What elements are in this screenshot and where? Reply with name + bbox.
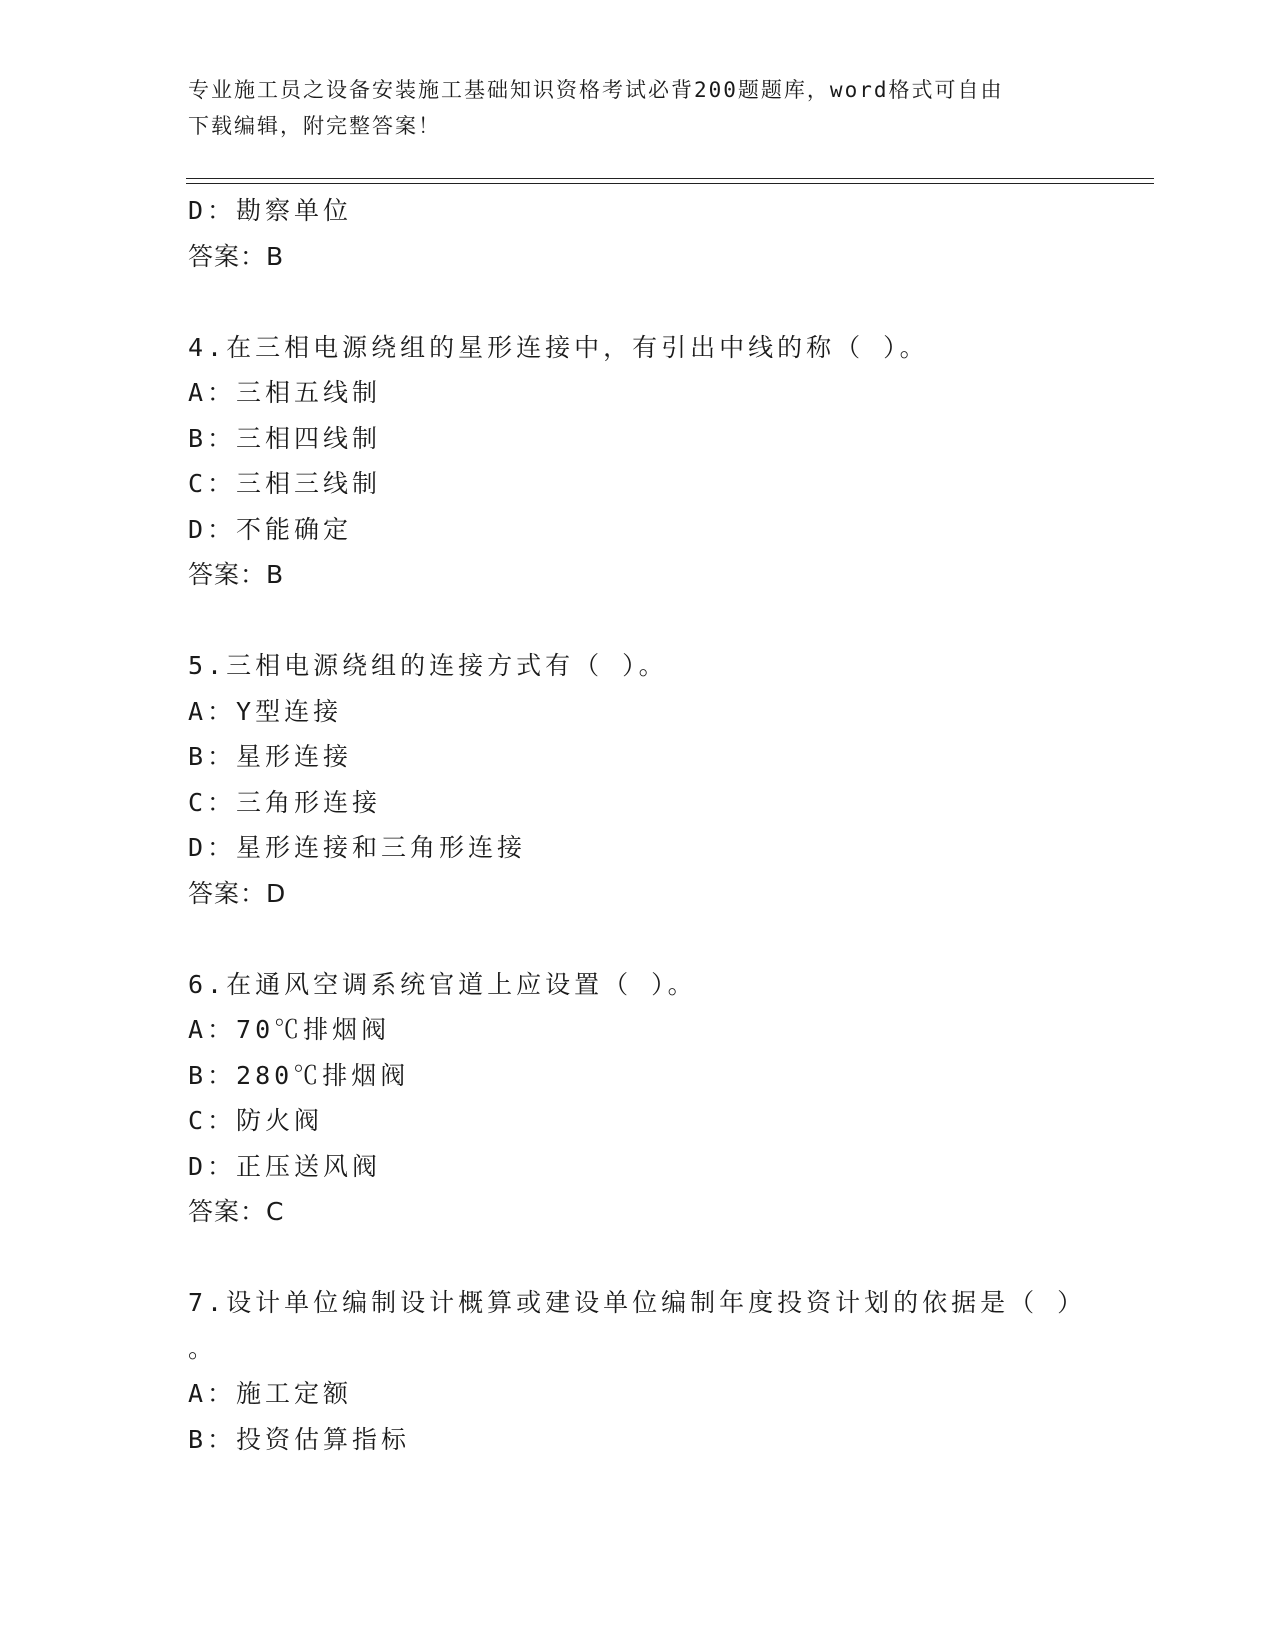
option-c: C：三角形连接 <box>188 787 382 817</box>
previous-question-tail <box>188 188 1088 279</box>
answer: 答案：B <box>188 560 285 589</box>
question-stem: 5.三相电源绕组的连接方式有（ ）。 <box>188 651 668 680</box>
option-c: C：三相三线制 <box>188 469 382 498</box>
option-a: A：施工定额 <box>188 1379 353 1408</box>
answer: 答案：D <box>188 878 287 908</box>
question-stem-line-1: 7.设计单位编制设计概算或建设单位编制年度投资计划的依据是（ ） <box>188 1288 1087 1317</box>
option-d: D：星形连接和三角形连接 <box>188 833 527 862</box>
option-a: A：三相五线制 <box>188 378 382 407</box>
question-stem-line-2: 。 <box>188 1333 218 1363</box>
option-c: C：防火阀 <box>188 1106 324 1135</box>
spacer <box>188 598 1088 644</box>
question-5 <box>188 643 1088 916</box>
header-line-2: 下载编辑，附完整答案！ <box>188 114 441 138</box>
header-rule-top <box>186 178 1154 179</box>
option-d: D：不能确定 <box>188 514 353 544</box>
spacer <box>188 279 1088 325</box>
answer: 答案：C <box>188 1197 285 1226</box>
question-stem: 4.在三相电源绕组的星形连接中，有引出中线的称（ ）。 <box>188 332 929 362</box>
question-6 <box>188 962 1088 1235</box>
option-b: B：三相四线制 <box>188 423 382 453</box>
header-rule-bottom <box>186 183 1154 184</box>
spacer <box>188 1235 1088 1281</box>
question-stem: 6.在通风空调系统官道上应设置（ ）。 <box>188 969 697 999</box>
question-7 <box>188 1280 1088 1462</box>
option-a: A：70℃排烟阀 <box>188 1015 391 1044</box>
option-d: D：勘察单位 <box>188 196 353 225</box>
question-4 <box>188 325 1088 598</box>
header-line-1: 专业施工员之设备安装施工基础知识资格考试必背200题题库，word格式可自由 <box>188 78 1004 102</box>
option-b: B：280℃排烟阀 <box>188 1060 410 1090</box>
option-b: B：星形连接 <box>188 742 353 771</box>
question-list <box>188 188 1088 1462</box>
spacer <box>188 916 1088 962</box>
document-header <box>188 72 1068 144</box>
option-d: D：正压送风阀 <box>188 1151 382 1181</box>
option-b: B：投资估算指标 <box>188 1424 411 1454</box>
option-a: A：Y型连接 <box>188 696 343 726</box>
answer: 答案：B <box>188 241 285 271</box>
